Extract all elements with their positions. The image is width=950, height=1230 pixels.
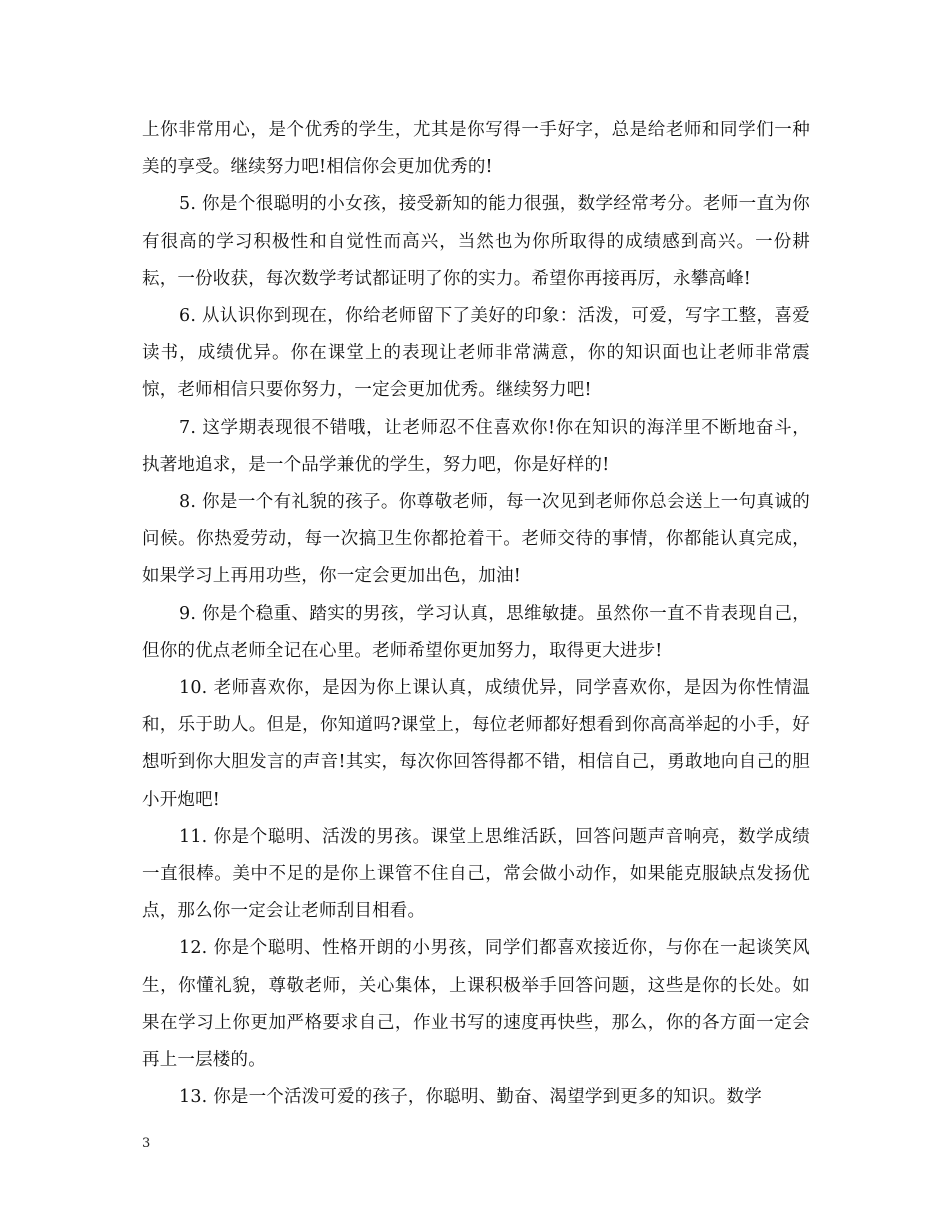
document-body [142, 112, 810, 1116]
paragraph-item-10: 10. 老师喜欢你，是因为你上课认真，成绩优异，同学喜欢你，是因为你性情温和，乐于助人。但是，你知道吗?课堂上，每位老师都好想看到你高高举起的小手，好想听到你大胆发言的声音!其实，每次你回答得都不错，相信自己，勇敢地向自己的胆小开炮吧! [142, 678, 810, 810]
page-number: 3 [142, 1136, 151, 1151]
paragraph-item-6: 6. 从认识你到现在，你给老师留下了美好的印象：活泼，可爱，写字工整，喜爱读书，成绩优异。你在课堂上的表现让老师非常满意，你的知识面也让老师非常震惊，老师相信只要你努力，一定会更加优秀。继续努力吧! [142, 306, 810, 401]
paragraph-item-9: 9. 你是个稳重、踏实的男孩，学习认真，思维敏捷。虽然你一直不肯表现自己，但你的优点老师全记在心里。老师希望你更加努力，取得更大进步! [142, 603, 810, 661]
paragraph-item-8: 8. 你是一个有礼貌的孩子。你尊敬老师，每一次见到老师你总会送上一句真诚的问候。你热爱劳动，每一次搞卫生你都抢着干。老师交待的事情，你都能认真完成，如果学习上再用功些，你一定会更加出色，加油! [142, 492, 810, 587]
paragraph-item-5: 5. 你是个很聪明的小女孩，接受新知的能力很强，数学经常考分。老师一直为你有很高的学习积极性和自觉性而高兴，当然也为你所取得的成绩感到高兴。一份耕耘，一份收获，每次数学考试都证明了你的实力。希望你再接再厉，永攀高峰! [142, 194, 810, 289]
paragraph-item-11: 11. 你是个聪明、活泼的男孩。课堂上思维活跃，回答问题声音响亮，数学成绩一直很棒。美中不足的是你上课管不住自己，常会做小动作，如果能克服缺点发扬优点，那么你一定会让老师刮目相看。 [142, 826, 810, 922]
paragraph-continuation: 上你非常用心，是个优秀的学生，尤其是你写得一手好字，总是给老师和同学们一种美的享受。继续努力吧!相信你会更加优秀的! [142, 120, 810, 178]
paragraph-item-7: 7. 这学期表现很不错哦，让老师忍不住喜欢你!你在知识的海洋里不断地奋斗，执著地追求，是一个品学兼优的学生，努力吧，你是好样的! [142, 417, 810, 475]
paragraph-item-12: 12. 你是个聪明、性格开朗的小男孩，同学们都喜欢接近你，与你在一起谈笑风生，你懂礼貌，尊敬老师，关心集体，上课积极举手回答问题，这些是你的长处。如果在学习上你更加严格要求自己，作业书写的速度再快些，那么，你的各方面一定会再上一层楼的。 [142, 938, 810, 1071]
paragraph-item-13: 13. 你是一个活泼可爱的孩子，你聪明、勤奋、渴望学到更多的知识。数学 [179, 1087, 762, 1108]
